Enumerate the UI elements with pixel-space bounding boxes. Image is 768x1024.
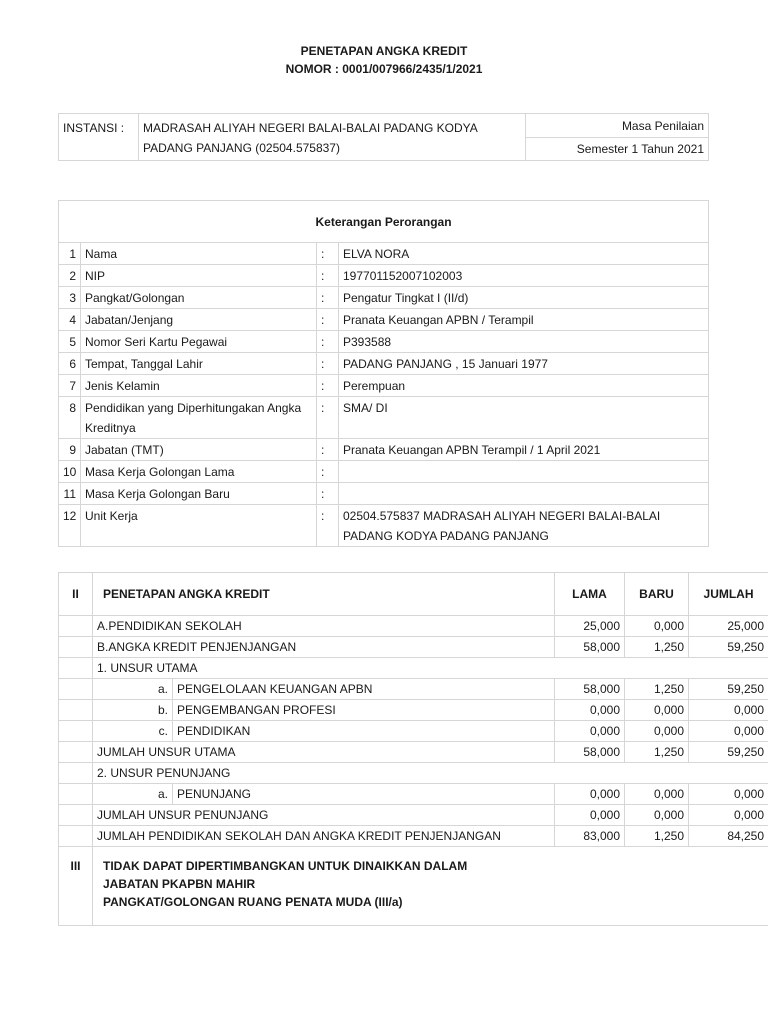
masa-penilaian-label: Masa Penilaian — [526, 114, 709, 138]
row-label: Masa Kerja Golongan Lama — [81, 461, 317, 483]
row-separator: : — [317, 353, 339, 375]
row-separator: : — [317, 483, 339, 505]
table-row — [59, 721, 768, 742]
row-value: 197701152007102003 — [339, 265, 709, 287]
row-separator: : — [317, 375, 339, 397]
row-separator: : — [317, 287, 339, 309]
table-row — [59, 784, 768, 805]
value-lama: 0,000 — [555, 784, 625, 805]
row-value: Pranata Keuangan APBN / Terampil — [339, 309, 709, 331]
row-label: PENDIDIKAN — [173, 721, 555, 742]
value-baru: 0,000 — [625, 805, 689, 826]
row-number: 1 — [59, 243, 81, 265]
row-label: JUMLAH UNSUR UTAMA — [93, 742, 555, 763]
row-separator: : — [317, 243, 339, 265]
value-lama: 58,000 — [555, 679, 625, 700]
value-baru: 0,000 — [625, 784, 689, 805]
value-lama: 0,000 — [555, 805, 625, 826]
document-number: NOMOR : 0001/007966/2435/1/2021 — [285, 62, 483, 76]
col-lama-header: LAMA — [555, 573, 625, 616]
row-value: P393588 — [339, 331, 709, 353]
row-value — [339, 461, 709, 483]
value-jumlah: 59,250 — [689, 742, 768, 763]
row-value — [339, 483, 709, 505]
value-jumlah: 0,000 — [689, 784, 768, 805]
row-letter: a. — [93, 784, 173, 805]
row-label: JUMLAH PENDIDIKAN SEKOLAH DAN ANGKA KREDIT PENJENJANGAN — [93, 826, 555, 847]
row-label: PENGELOLAAN KEUANGAN APBN — [173, 679, 555, 700]
instansi-value: MADRASAH ALIYAH NEGERI BALAI-BALAI PADANG KODYA PADANG PANJANG (02504.575837) — [139, 114, 526, 161]
row-separator: : — [317, 309, 339, 331]
col-baru-header: BARU — [625, 573, 689, 616]
row-number: 8 — [59, 397, 81, 439]
value-jumlah: 0,000 — [689, 721, 768, 742]
row-label: Nama — [81, 243, 317, 265]
row-label: 2. UNSUR PENUNJANG — [93, 763, 768, 784]
value-lama: 0,000 — [555, 721, 625, 742]
value-lama: 83,000 — [555, 826, 625, 847]
row-separator: : — [317, 439, 339, 461]
table-row — [59, 439, 709, 461]
table-row — [59, 763, 768, 784]
table-row — [59, 375, 709, 397]
row-label: Masa Kerja Golongan Baru — [81, 483, 317, 505]
row-label: NIP — [81, 265, 317, 287]
masa-penilaian-value: Semester 1 Tahun 2021 — [526, 138, 709, 161]
row-label: Jenis Kelamin — [81, 375, 317, 397]
row-value: PADANG PANJANG , 15 Januari 1977 — [339, 353, 709, 375]
row-label: Unit Kerja — [81, 505, 317, 547]
row-number: 5 — [59, 331, 81, 353]
row-separator: : — [317, 265, 339, 287]
value-jumlah: 25,000 — [689, 616, 768, 637]
row-label: A.PENDIDIKAN SEKOLAH — [93, 616, 555, 637]
row-value: SMA/ DI — [339, 397, 709, 439]
table-row — [59, 309, 709, 331]
row-label: Tempat, Tanggal Lahir — [81, 353, 317, 375]
row-value: Perempuan — [339, 375, 709, 397]
keputusan-text — [93, 847, 768, 926]
row-number: 6 — [59, 353, 81, 375]
document-title: PENETAPAN ANGKA KREDIT — [300, 44, 468, 58]
col-jumlah-header: JUMLAH — [689, 573, 768, 616]
row-label: Jabatan (TMT) — [81, 439, 317, 461]
table-row — [59, 287, 709, 309]
section-number: II — [59, 573, 93, 616]
value-baru: 0,000 — [625, 721, 689, 742]
table-row — [59, 397, 709, 439]
row-label: PENUNJANG — [173, 784, 555, 805]
table-row — [59, 331, 709, 353]
table-row — [59, 637, 768, 658]
table-row — [59, 805, 768, 826]
table-row — [59, 658, 768, 679]
row-label: PENGEMBANGAN PROFESI — [173, 700, 555, 721]
value-baru: 0,000 — [625, 700, 689, 721]
row-number: 3 — [59, 287, 81, 309]
value-lama: 58,000 — [555, 742, 625, 763]
value-baru: 1,250 — [625, 637, 689, 658]
row-number: 9 — [59, 439, 81, 461]
row-number: 2 — [59, 265, 81, 287]
table-row — [59, 826, 768, 847]
value-lama: 58,000 — [555, 637, 625, 658]
table-row — [59, 353, 709, 375]
value-jumlah: 0,000 — [689, 805, 768, 826]
row-label: B.ANGKA KREDIT PENJENJANGAN — [93, 637, 555, 658]
row-number: 4 — [59, 309, 81, 331]
table-row — [59, 243, 709, 265]
keterangan-table — [58, 200, 709, 547]
value-jumlah: 0,000 — [689, 700, 768, 721]
row-separator: : — [317, 505, 339, 547]
row-letter: c. — [93, 721, 173, 742]
row-letter: a. — [93, 679, 173, 700]
value-baru: 1,250 — [625, 679, 689, 700]
keputusan-line-1: TIDAK DAPAT DIPERTIMBANGKAN UNTUK DINAIKKAN DALAM — [103, 859, 468, 873]
row-label: Pangkat/Golongan — [81, 287, 317, 309]
row-value: 02504.575837 MADRASAH ALIYAH NEGERI BALAI-BALAI PADANG KODYA PADANG PANJANG — [339, 505, 709, 547]
row-separator: : — [317, 397, 339, 439]
row-number: 10 — [59, 461, 81, 483]
table-row — [59, 461, 709, 483]
table-row — [59, 742, 768, 763]
row-label: Pendidikan yang Diperhitungakan Angka Kreditnya — [81, 397, 317, 439]
value-jumlah: 84,250 — [689, 826, 768, 847]
row-value: Pranata Keuangan APBN Terampil / 1 April 2021 — [339, 439, 709, 461]
row-label: JUMLAH UNSUR PENUNJANG — [93, 805, 555, 826]
keputusan-row — [59, 847, 768, 926]
row-separator: : — [317, 331, 339, 353]
value-jumlah: 59,250 — [689, 679, 768, 700]
row-label: 1. UNSUR UTAMA — [93, 658, 768, 679]
keputusan-line-2: JABATAN PKAPBN MAHIR — [103, 877, 256, 891]
section-three-number: III — [59, 847, 93, 926]
table-row — [59, 483, 709, 505]
table-row — [59, 700, 768, 721]
row-label: Jabatan/Jenjang — [81, 309, 317, 331]
row-value: Pengatur Tingkat I (II/d) — [339, 287, 709, 309]
value-baru: 1,250 — [625, 826, 689, 847]
row-number: 7 — [59, 375, 81, 397]
row-separator: : — [317, 461, 339, 483]
instansi-table — [58, 113, 709, 161]
row-label: Nomor Seri Kartu Pegawai — [81, 331, 317, 353]
value-lama: 0,000 — [555, 700, 625, 721]
instansi-label: INSTANSI : — [59, 114, 139, 161]
table-row — [59, 616, 768, 637]
value-baru: 1,250 — [625, 742, 689, 763]
value-jumlah: 59,250 — [689, 637, 768, 658]
table-row — [59, 265, 709, 287]
row-value: ELVA NORA — [339, 243, 709, 265]
keterangan-title: Keterangan Perorangan — [59, 201, 709, 243]
table-row — [59, 505, 709, 547]
value-baru: 0,000 — [625, 616, 689, 637]
value-lama: 25,000 — [555, 616, 625, 637]
table-row — [59, 679, 768, 700]
row-number: 11 — [59, 483, 81, 505]
row-number: 12 — [59, 505, 81, 547]
keputusan-line-3: PANGKAT/GOLONGAN RUANG PENATA MUDA (III/a) — [103, 895, 403, 909]
row-letter: b. — [93, 700, 173, 721]
section-title: PENETAPAN ANGKA KREDIT — [93, 573, 555, 616]
penetapan-table — [58, 572, 768, 926]
